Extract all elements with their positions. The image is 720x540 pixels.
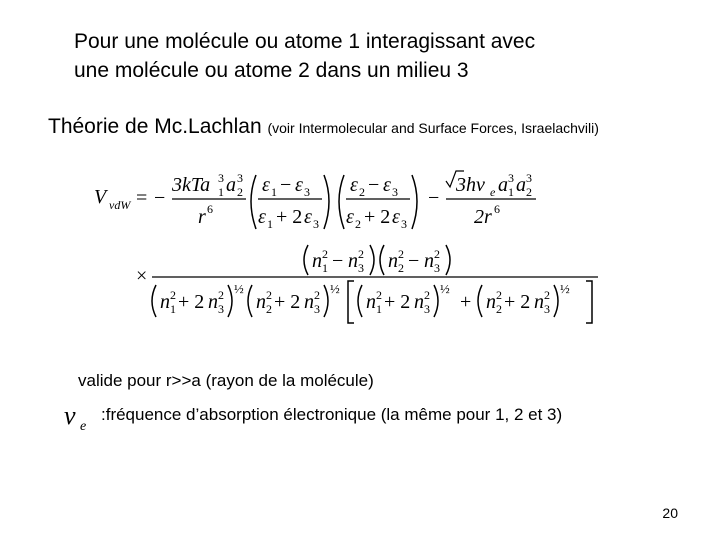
intro-line-2: une molécule ou atome 2 dans un milieu 3	[74, 59, 469, 82]
d-plus-two-4: + 2	[504, 291, 531, 313]
frac1-exp-a2: 3	[237, 171, 243, 185]
d-n1-b: n	[366, 291, 376, 313]
plus-two-2: + 2	[364, 206, 391, 228]
eps1-sub: 1	[271, 185, 277, 199]
eps3-a: ε	[295, 174, 303, 196]
eps2-den: ε	[346, 206, 354, 228]
d-n2-b-exp: 2	[496, 288, 502, 302]
svg-text:+: +	[460, 291, 472, 313]
eps3-d-sub: 3	[401, 217, 407, 231]
d-n2-b: n	[486, 291, 496, 313]
n-minus-2: −	[408, 250, 420, 272]
lhs-sub-vdw: vdW	[109, 198, 131, 212]
n1: n	[312, 250, 322, 272]
eps2-den-sub: 2	[355, 217, 361, 231]
index-numerator	[304, 245, 450, 275]
n2-exp: 2	[398, 247, 404, 261]
d-plus-two-2: + 2	[274, 291, 301, 313]
lhs-v: V	[94, 186, 107, 208]
d-n2-exp: 2	[266, 288, 272, 302]
d-n1-b-exp: 2	[376, 288, 382, 302]
frac1-exp-a1: 3	[218, 171, 224, 185]
d-n3-c-sub: 3	[424, 302, 430, 316]
n2-sub: 2	[398, 261, 404, 275]
d-n2-sub: 2	[266, 302, 272, 316]
d-n3-b: n	[304, 291, 314, 313]
frac1-a2: a	[226, 174, 236, 196]
d-n3-d: n	[534, 291, 544, 313]
d-n1-b-sub: 1	[376, 302, 382, 316]
d-half-2: ½	[330, 281, 340, 296]
nu-e-symbol	[62, 398, 96, 434]
times-sign: ×	[136, 265, 148, 287]
n3-b-exp: 2	[434, 247, 440, 261]
eps3-b-sub: 3	[313, 217, 319, 231]
nu-sub-e: e	[80, 419, 87, 434]
frac3-sub-a1: 1	[508, 185, 514, 199]
validity-note: valide pour r>>a (rayon de la molécule)	[78, 371, 374, 390]
d-plus-two-1: + 2	[178, 291, 205, 313]
d-n1-sub: 1	[170, 302, 176, 316]
frac1-sub-a1: 1	[218, 185, 224, 199]
frequency-note: :fréquence d’absorption électronique (la même pour 1, 2 et 3)	[101, 405, 563, 424]
eps3-c: ε	[383, 174, 391, 196]
plus-two-1: + 2	[276, 206, 303, 228]
d-n1-exp: 2	[170, 288, 176, 302]
eps1-den-sub: 1	[267, 217, 273, 231]
frac1-numerator: 3kTa	[172, 174, 211, 196]
nu-symbol: ν	[64, 401, 76, 430]
d-n3-c: n	[414, 291, 424, 313]
equals-sign: =	[136, 187, 148, 209]
fraction-1	[171, 171, 246, 228]
frac3-sub-e: e	[490, 185, 496, 199]
eps1-den: ε	[258, 206, 266, 228]
frac3-denominator: 2r	[474, 206, 492, 228]
eps-fraction-23	[339, 174, 417, 231]
d-n2: n	[256, 291, 266, 313]
eps3-d: ε	[392, 206, 400, 228]
n1-sub: 1	[322, 261, 328, 275]
eps2: ε	[350, 174, 358, 196]
d-n3-a-sub: 3	[218, 302, 224, 316]
frac3-numerator: 3hν	[456, 174, 485, 196]
n3-a-sub: 3	[358, 261, 364, 275]
eps3-a-sub: 3	[304, 185, 310, 199]
n1-exp: 2	[322, 247, 328, 261]
d-n3-a-exp: 2	[218, 288, 224, 302]
d-n3-c-exp: 2	[424, 288, 430, 302]
d-n2-b-sub: 2	[496, 302, 502, 316]
eps1: ε	[262, 174, 270, 196]
theory-title: Théorie de Mc.Lachlan	[48, 115, 262, 138]
d-n3-a: n	[208, 291, 218, 313]
mclachlan-formula	[90, 165, 620, 335]
frac3-exp-a2: 3	[526, 171, 532, 185]
page-number: 20	[662, 505, 678, 521]
n3-b-sub: 3	[434, 261, 440, 275]
eps-fraction-13	[251, 174, 329, 231]
frac3-exp-a1: 3	[508, 171, 514, 185]
eps2-sub: 2	[359, 185, 365, 199]
index-denominator	[152, 281, 592, 323]
fraction-3	[446, 171, 536, 228]
minus-sign-1: −	[154, 187, 166, 209]
frac3-a2: a	[516, 174, 526, 196]
d-n3-d-exp: 2	[544, 288, 550, 302]
d-half-4: ½	[560, 281, 570, 296]
intro-line-1: Pour une molécule ou atome 1 interagissant avec	[74, 30, 536, 53]
n-minus-1: −	[332, 250, 344, 272]
eps3-c-sub: 3	[392, 185, 398, 199]
d-half-1: ½	[234, 281, 244, 296]
n3-a-exp: 2	[358, 247, 364, 261]
d-n1: n	[160, 291, 170, 313]
d-half-3: ½	[440, 281, 450, 296]
d-n3-d-sub: 3	[544, 302, 550, 316]
frac1-denominator: r	[198, 206, 206, 228]
minus-sign-2: −	[428, 187, 440, 209]
eps3-b: ε	[304, 206, 312, 228]
frac3-exp-r: 6	[494, 202, 500, 216]
d-n3-b-sub: 3	[314, 302, 320, 316]
d-n3-b-exp: 2	[314, 288, 320, 302]
frac3-a1: a	[498, 174, 508, 196]
n3-b: n	[424, 250, 434, 272]
n2: n	[388, 250, 398, 272]
frac1-exp-r: 6	[207, 202, 213, 216]
frac3-sub-a2: 2	[526, 185, 532, 199]
theory-heading	[48, 115, 599, 139]
theory-reference: (voir Intermolecular and Surface Forces, Israelachvili)	[267, 120, 599, 136]
eps-minus-1: −	[280, 174, 292, 196]
d-plus-two-3: + 2	[384, 291, 411, 313]
n3-a: n	[348, 250, 358, 272]
frac1-sub-a2: 2	[237, 185, 243, 199]
eps-minus-2: −	[368, 174, 380, 196]
